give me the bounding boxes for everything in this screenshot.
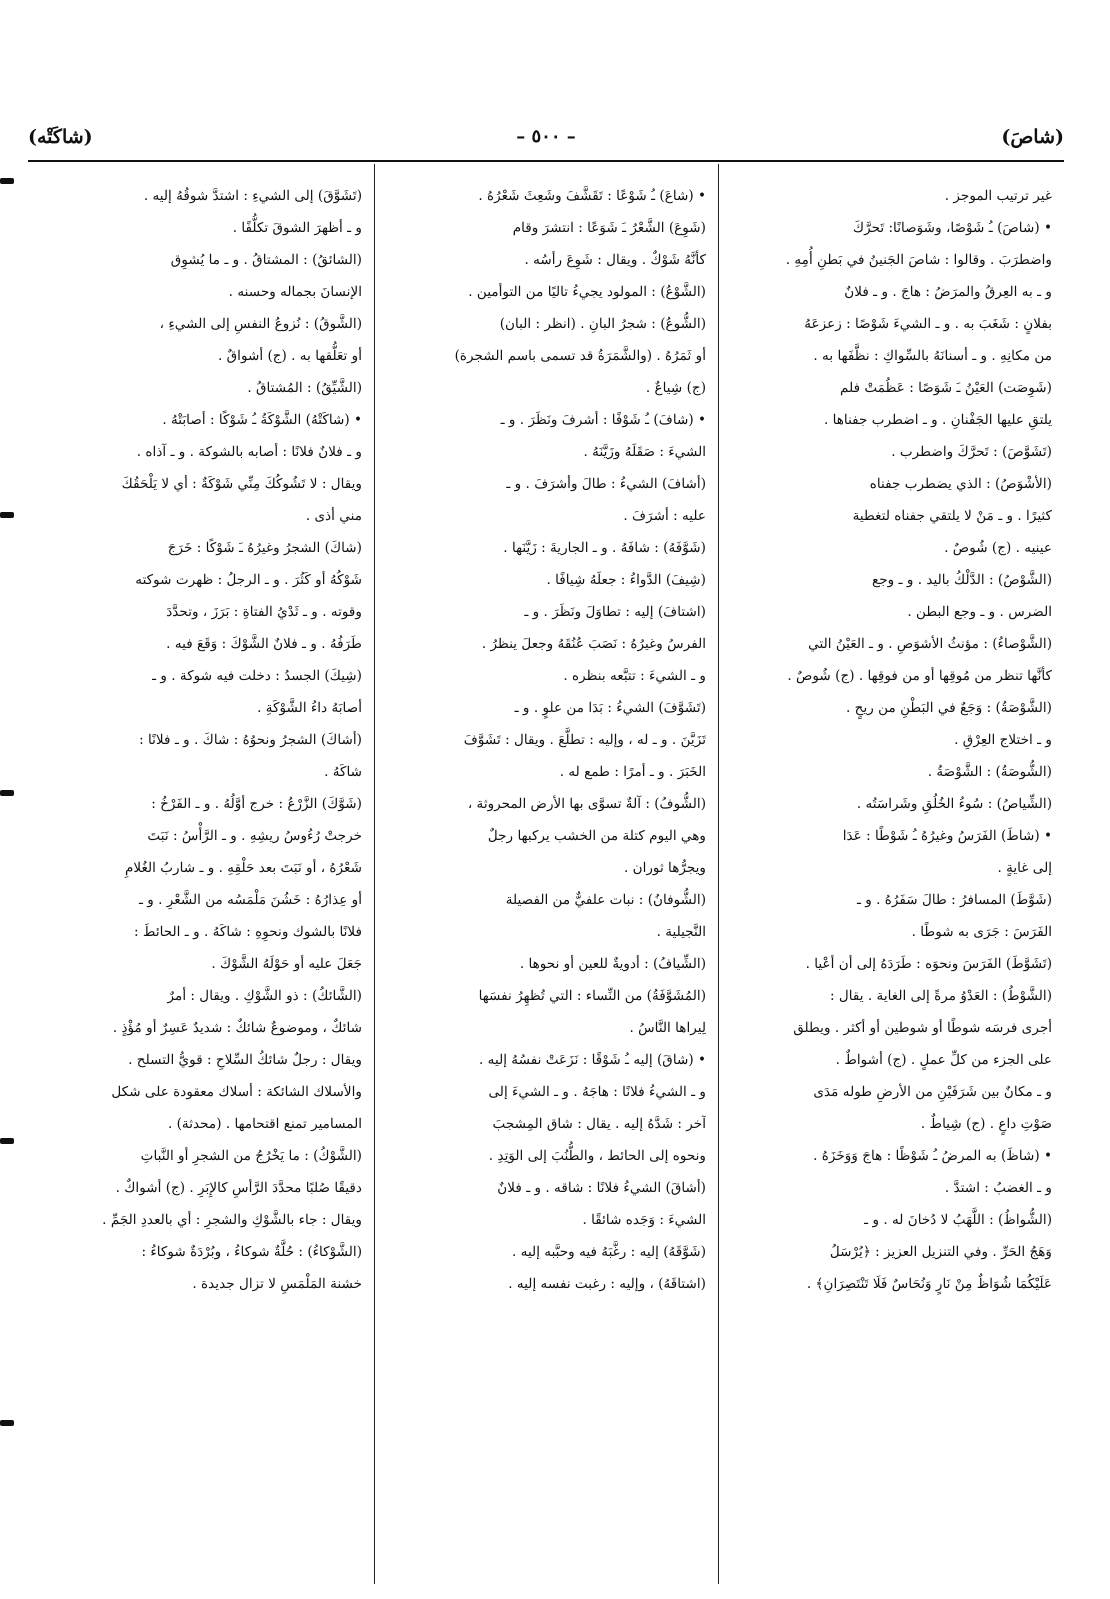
entry-line: المسامير تمنع اقتحامها . (محدثة) . xyxy=(167,1116,362,1132)
entry-line: (تَشَوَّصَ) : تَحرَّكَ واضطرب . xyxy=(891,444,1052,460)
column-right xyxy=(719,164,1064,1584)
entry-line: تَزَيَّنَ . و ـ له ، وإليه : تطلَّعَ . ويقال : تَشَوَّفَ xyxy=(463,732,706,748)
entry-line: وهي اليوم كتلة من الخشب يركبها رجلٌ xyxy=(487,828,706,844)
entry-line: (الشِّياصُ) : سُوءُ الخُلُقِ وشَراسَتُه . xyxy=(856,796,1052,812)
entry-line: (شاكَ) الشجرُ وغيرُهُ ـَ شَوْكًا : خَرَجَ xyxy=(167,540,362,556)
entry-line: أو تعَلُّقها به . (ج) أشواقٌ . xyxy=(217,348,362,364)
entry-line: و ـ اختلاج العِرْقِ . xyxy=(954,732,1052,748)
entry-line: و ـ الغضبُ : اشتدَّ . xyxy=(944,1180,1052,1196)
entry-line: ويقال : لا تَشُوكُكَ مِنِّي شَوْكَةٌ : أي لا يَلْحَقُكَ xyxy=(121,476,362,492)
entry-line: • (شاظَ) به المرضُ ـُ شَوْظًا : هاجَ وَوَخَزَهُ . xyxy=(813,1148,1052,1164)
entry-line: (الشائقُ) : المشتاقُ . و ـ ما يُشوِق xyxy=(170,252,362,268)
entry-line: (الشَّوْصُ) : الدَّلْكُ باليد . و ـ وجع xyxy=(872,572,1052,588)
entry-line: و ـ أظهرَ الشوقَ تكلُّفًا . xyxy=(232,220,362,236)
entry-line: (الشَّائكُ) : ذو الشَّوْكِ . ويقال : أمرٌ xyxy=(167,988,362,1004)
entry-line: (الشَّوْصاءُ) : مؤنثُ الأشوَصِ . و ـ العَيْنُ التي xyxy=(808,636,1052,652)
entry-line: • (شافَ) ـُ شَوْفًا : أشرفَ ونَظَرَ . و ـ xyxy=(500,412,706,428)
entry-line: وقوته . و ـ ثَدْيُ الفتاةِ : بَرَزَ ، وتحدَّدَ xyxy=(166,604,362,620)
binding-mark xyxy=(0,178,14,184)
column-middle xyxy=(374,164,719,1584)
entry-line: (المُشَوَّفَةُ) من النِّساء : التي تُظهِرُ نفسَها xyxy=(478,988,706,1004)
header-last-entry: (شاكَتْه) xyxy=(28,126,93,148)
entry-line: • (شاكَتْهُ) الشَّوْكَةُ ـُ شَوْكًا : أصابَتْهُ . xyxy=(162,412,362,428)
entry-line: (الشُّواظُ) : اللَّهَبُ لا دُخانَ له . و ـ xyxy=(864,1212,1052,1228)
entry-line: ويقال : رجلٌ شائكُ السِّلاحِ : قويُّ التسلح . xyxy=(128,1052,362,1068)
entry-line: الضرس . و ـ وجع البطن . xyxy=(907,604,1052,620)
header-first-entry: (شاصَ) xyxy=(1001,126,1064,148)
entry-line: كأنَّهُ شَوْكٌ . ويقال : شَوِعَ رأسُه . xyxy=(524,252,706,268)
header-rule xyxy=(28,160,1064,162)
entry-line: (الشُّوصَةُ) : الشَّوْصَةُ . xyxy=(927,764,1052,780)
entry-line: الشيءَ : وَجَده شائقًا . xyxy=(582,1212,706,1228)
entry-line: الشيءَ : صَقَلَهُ وزَيَّنَهُ . xyxy=(583,444,706,460)
entry-line: عَلَيْكُمَا شُوَاظٌ مِنْ نَارٍ وَنُحَاسٌ فَلَا تَنْتَصِرَانِ﴾ . xyxy=(806,1276,1052,1292)
entry-line: الخَبَرَ . و ـ أمرًا : طمع له . xyxy=(559,764,706,780)
entry-line: أصابَهُ داءُ الشَّوْكَةِ . xyxy=(257,700,362,716)
entry-line: غير ترتيب الموجز . xyxy=(944,188,1052,204)
binding-mark xyxy=(0,1138,14,1144)
entry-line: (تَشَوَّقَ) إلى الشيءِ : اشتدَّ شوقُهُ إليه . xyxy=(143,188,362,204)
entry-line: و ـ الشيءَ : تتبَّعه بنظره . xyxy=(563,668,706,684)
dictionary-columns xyxy=(28,164,1064,1584)
entry-line: (شَوِعَ) الشَّعْرُ ـَ شَوَعًا : انتشرَ وقام xyxy=(512,220,706,236)
entry-line: كأنَّها تنظر من مُوقِها أو من فوقِها . (ج) شُوصٌ . xyxy=(787,668,1052,684)
entry-line: شائكٌ ، وموضوعٌ شائكٌ : شديدٌ عَسِرٌ أو مُؤْذٍ . xyxy=(112,1020,362,1036)
entry-line: شاكَهُ . xyxy=(324,764,362,780)
entry-line: (شَوَّفَهُ) : شافَهُ . و ـ الجاريةَ : زَيَّنَها . xyxy=(503,540,706,556)
binding-mark xyxy=(0,1420,14,1426)
entry-line: شَعْرُهُ ، أو نَبَتَ بعد حَلْقِهِ . و ـ شاربُ الغُلامِ xyxy=(124,860,362,876)
entry-line: (أشاقَ) الشيءُ فلانًا : شاقه . و ـ فلانٌ xyxy=(497,1180,706,1196)
entry-line: (تَشَوَّطَ) الفَرَسَ ونحوَه : طَرَدَهُ إلى أن أعْيا . xyxy=(805,956,1052,972)
entry-line: (الشَّوْطُ) : العَدْوُ مرةً إلى الغاية . يقال : xyxy=(830,988,1052,1004)
entry-line: (شَوَّكَ) الزَّرْعُ : خرج أوَّلُهُ . و ـ الفَرْخُ : xyxy=(151,796,362,812)
entry-line: أو عِذارُهُ : خَشُنَ مَلْمَسُه من الشَّعْرِ . و ـ xyxy=(138,892,362,908)
entry-line: على الجزء من كلِّ عملٍ . (ج) أشواطٌ . xyxy=(835,1052,1052,1068)
entry-line: • (شاصَ) ـُ شَوْصًا، وشَوَصانًا: تَحرَّكَ xyxy=(852,220,1052,236)
entry-line: إلى غايةٍ . xyxy=(997,860,1052,876)
entry-line: (شَوِصَت) العَيْنُ ـَ شَوَصًا : عَظُمَتْ فلم xyxy=(840,380,1052,396)
entry-line: (أشاكَ) الشجرُ ونحوُهُ : شاكَ . و ـ فلانًا : xyxy=(139,732,362,748)
entry-line: (أشافَ) الشيءُ : طالَ وأشرَفَ . و ـ xyxy=(506,476,706,492)
entry-line: مني أذى . xyxy=(305,508,362,524)
entry-line: (الشَّوقُ) : نُزوعُ النفسِ إلى الشيءِ ، xyxy=(159,316,362,332)
entry-line: دقيقًا صُلبًا محدَّدَ الرَّأسِ كالإِبَرِ . (ج) أشواكٌ . xyxy=(115,1180,362,1196)
entry-line: (شَوَّقَهُ) إليه : رغَّبَهُ فيه وحبَّبه إليه . xyxy=(512,1244,706,1260)
entry-line: (شِيفَ) الدَّواءُ : جعلَهُ شِيافًا . xyxy=(546,572,706,588)
entry-line: و ـ مكانٌ بين شَرَفَيْنِ من الأرضِ طوله مَدَى xyxy=(813,1084,1052,1100)
entry-line: من مكانِهِ . و ـ أسنانَهُ بالسِّواكِ : نظَّفَها به . xyxy=(813,348,1052,364)
entry-line: (الشِّيافُ) : أدويةٌ للعين أو نحوها . xyxy=(519,956,706,972)
entry-line: والأسلاك الشائكة : أسلاك معقودة على شكل xyxy=(111,1084,362,1100)
entry-line: (الشَّوْصَةُ) : وَجَعٌ في البَطْنِ من ريحٍ . xyxy=(846,700,1052,716)
entry-line: فلانًا بالشوك ونحوِهِ : شاكَهُ . و ـ الحائطَ : xyxy=(134,924,362,940)
entry-line: يلتقِ عليها الجَفْنانِ . و ـ اضطرب جفناها . xyxy=(823,412,1052,428)
entry-line: الإنسانَ بجماله وحسنه . xyxy=(228,284,362,300)
entry-line: لِيراها النَّاسُ . xyxy=(629,1020,706,1036)
entry-line: (الشَّوْكُ) : ما يَخْرُجُ من الشجرِ أو النَّباتِ xyxy=(140,1148,362,1164)
entry-line: بفلانٍ : شَغَبَ به . و ـ الشيءَ شَوْصًا : زعزعَهُ xyxy=(804,316,1052,332)
binding-mark xyxy=(0,790,14,796)
entry-line: (شَوَّطَ) المسافرُ : طالَ سَفَرُهُ . و ـ xyxy=(856,892,1052,908)
entry-line: ويقال : جاء بالشَّوْكِ والشجرِ : أي بالعددِ الجَمِّ . xyxy=(102,1212,362,1228)
entry-line: شَوْكُهُ أو كَثُرَ . و ـ الرجلُ : ظهرت شوكته xyxy=(135,572,362,588)
entry-line: • (شاعَ) ـُ شَوْعًا : تَقَشَّفَ وشَعِثَ شَعْرُهُ . xyxy=(478,188,706,204)
entry-line: (الشَّوْكاءُ) : حُلَّةٌ شوكاءُ ، وبُرْدَةٌ شوكاءُ : xyxy=(141,1244,362,1260)
entry-line: (ج) شِياعٌ . xyxy=(645,380,706,396)
entry-line: طَرَفُهُ . و ـ فلانٌ الشَّوْكَ : وَقَعَ فيه . xyxy=(166,636,362,652)
entry-line: و ـ الشيءُ فلانًا : هاجَهُ . و ـ الشيءَ إلى xyxy=(488,1084,706,1100)
entry-line: النَّجيلية . xyxy=(656,924,706,940)
entry-line: الفَرَسَ : جَرَى به شوطًا . xyxy=(911,924,1052,940)
entry-line: خرجتْ رُءُوسُ ريشِهِ . و ـ الرَّأْسُ : نَبَتَ xyxy=(147,828,362,844)
entry-line: و ـ به العِرقُ والمرَضُ : هاجَ . و ـ فلانٌ xyxy=(844,284,1052,300)
entry-line: خشنة المَلْمَسِ لا تزال جديدة . xyxy=(192,1276,362,1292)
entry-line: (الشُّوفُ) : آلةٌ تسوَّى بها الأرض المحروثة ، xyxy=(467,796,706,812)
entry-line: (اشتافَ) إليه : تطاوَلَ ونَظَرَ . و ـ xyxy=(524,604,706,620)
entry-line: أو ثَمَرُهُ . (والشَّمَرَةُ قد تسمى باسم الشجرة) xyxy=(454,348,706,364)
entry-line: عليه : أشرَفَ . xyxy=(623,508,706,524)
entry-line: (الشَّوْعُ) : المولود يجيءُ تاليًا من التوأمين . xyxy=(468,284,706,300)
column-left xyxy=(29,164,374,1584)
entry-line: (شِيكَ) الجسدُ : دخلت فيه شوكة . و ـ xyxy=(152,668,362,684)
entry-line: • (شاطَ) الفَرَسُ وغيرُهُ ـُ شَوْطًا : عَدَا xyxy=(842,828,1052,844)
entry-line: أجرى فرسَه شوطًا أو شوطين أو أكثر . ويطلق xyxy=(793,1020,1052,1036)
entry-line: كثيرًا . و ـ مَنْ لا يلتقي جفناه لتغطية xyxy=(852,508,1052,524)
binding-mark xyxy=(0,512,14,518)
entry-line: و ـ فلانٌ فلانًا : أصابه بالشوكة . و ـ آذاه . xyxy=(136,444,362,460)
page-header xyxy=(28,120,1064,156)
page-number: – ٥٠٠ – xyxy=(516,126,576,147)
entry-line: • (شاقَ) إليه ـُ شَوْقًا : نَزَعَتْ نفسُهُ إليه . xyxy=(479,1052,706,1068)
entry-line: آخر : شَدَّهُ إليه . يقال : شاق المِشجبَ xyxy=(492,1116,706,1132)
entry-line: (الشَّيِّقُ) : المُشتاقُ . xyxy=(247,380,362,396)
entry-line: جَعَلَ عليه أو حَوْلَهُ الشَّوْكَ . xyxy=(211,956,362,972)
entry-line: (الأشْوَصُ) : الذي يضطرب جفناه xyxy=(869,476,1052,492)
entry-line: ونحوه إلى الحائط ، والطُّنُبَ إلى الوَتِدِ . xyxy=(488,1148,706,1164)
entry-line: (تَشَوَّفَ) الشيءُ : بَدَا من علوٍ . و ـ xyxy=(514,700,706,716)
entry-line: صَوْتِ داعٍ . (ج) شِياطٌ . xyxy=(920,1116,1052,1132)
entry-line: الفرسُ وغيرُهُ : نَصَبَ عُنُقَهُ وجعلَ ينظرُ . xyxy=(481,636,706,652)
entry-line: واضطرَبَ . وقالوا : شاصَ الجَنينُ في بَطنِ أُمِهِ . xyxy=(785,252,1052,268)
entry-line: عينيه . (ج) شُوصٌ . xyxy=(944,540,1052,556)
entry-line: وَهَجُ الحَرِّ . وفي التنزيل العزيز : ﴿يُرْسَلُ xyxy=(829,1244,1052,1260)
entry-line: (الشُّوعُ) : شجرُ البانِ . (انظر : البان) xyxy=(499,316,706,332)
entry-line: (اشتاقَهُ) ، وإليه : رغبت نفسه إليه . xyxy=(508,1276,706,1292)
entry-line: (الشُّوفانُ) : نبات علفيٌّ من الفصيلة xyxy=(505,892,706,908)
entry-line: ويجرُّها ثوران . xyxy=(623,860,706,876)
